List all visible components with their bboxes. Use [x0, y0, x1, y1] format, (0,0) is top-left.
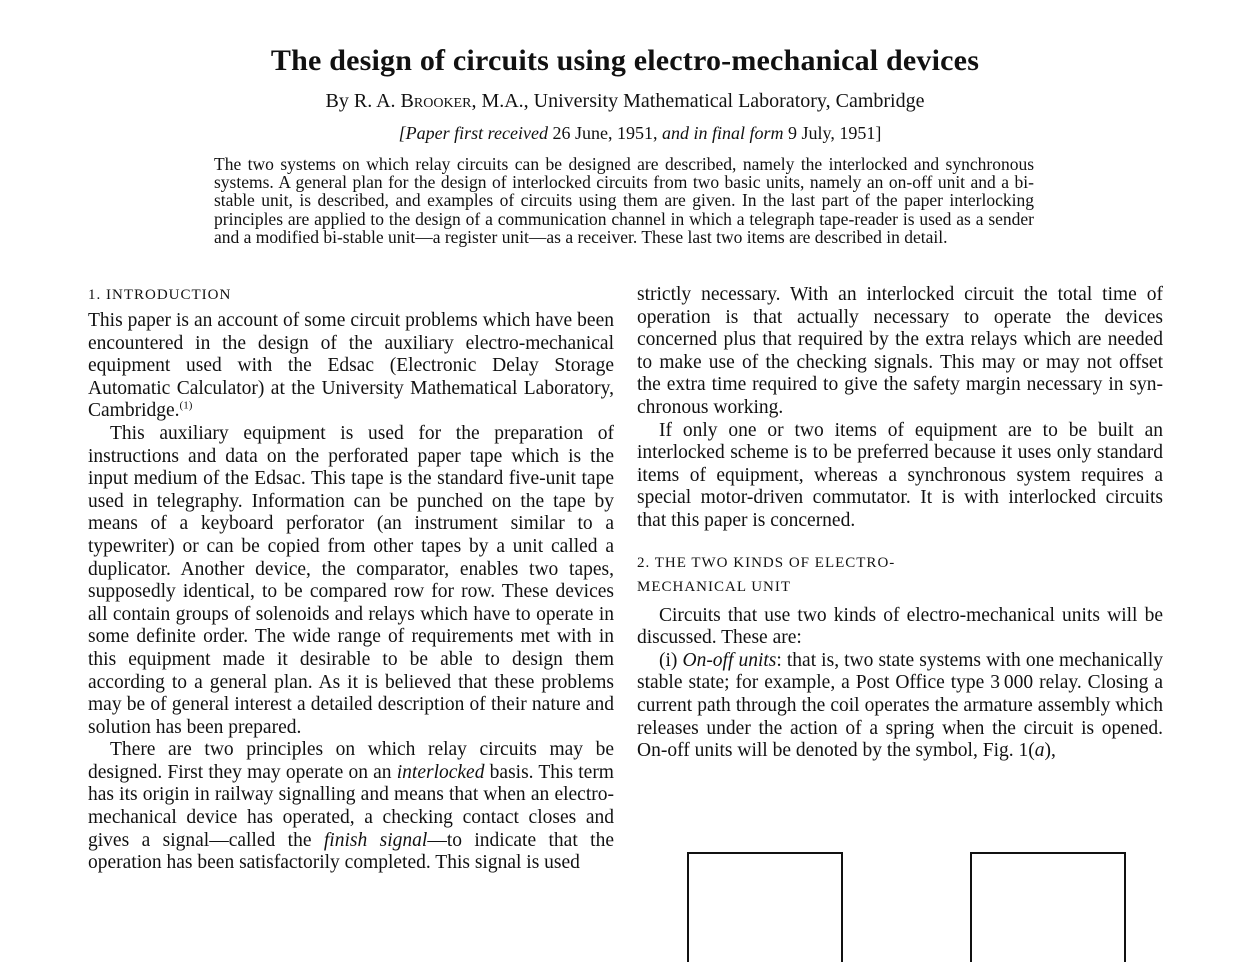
received-date-final: 9 July, 1951] — [787, 123, 882, 143]
received-date-first: 26 June, 1951, — [552, 123, 658, 143]
section-heading-introduction: 1. INTRODUCTION — [88, 287, 232, 303]
term-on-off-units: On-off units — [682, 649, 777, 671]
author-byline — [0, 90, 1233, 113]
section-heading-two-kinds — [637, 551, 1163, 599]
byline-affiliation: , M.A., University Mathematical Laboratory, Cambridge — [471, 90, 925, 112]
on-off-units-text: : that is, two state systems with one mechanically stable state; for example, a Post Office type 3 000 relay. Closing a current path through the coil operates the armature assembly which releases under the action of a spring when the circuit is opened. On-off units will be denoted by the symbol, Fig. 1( — [637, 649, 1163, 762]
units-intro-paragraph: Circuits that use two kinds of electro-mechanical units will be discussed. These are: — [637, 604, 1163, 649]
intro-paragraph-3-text-c: —to indicate that the operation has been satisfactorily completed. This signal is used — [88, 829, 614, 874]
continued-paragraph: strictly necessary. With an interlocked circuit the total time of operation is that actually necessary to operate the devices concerned plus that required by the extra relays which are needed to make use of the checking signals. This may or may not offset the extra time required to give the safety margin necessary in synchronous working. — [637, 284, 1163, 418]
left-column — [88, 284, 614, 875]
heading-line-1: 2. THE TWO KINDS OF ELECTRO- — [637, 554, 896, 571]
interlocked-preference-paragraph: If only one or two items of equipment are to be built an interlocked scheme is to be preferred because it uses only standard items of equipment, whereas a synchronous system requires a special motor-driven commutator. It is with interlocked circuits that this paper is concerned. — [637, 419, 1163, 531]
intro-paragraph-3 — [88, 739, 614, 875]
intro-paragraph-3-text-b: basis. This term has its origin in railway signalling and means that when an electro-mechanical device has operated, a checking contact closes and gives a signal—called the — [88, 761, 614, 851]
term-finish-signal: finish signal — [323, 829, 428, 851]
bi-stable-unit-symbol — [970, 852, 1126, 962]
figure-ref-letter: a — [1034, 740, 1045, 762]
received-dates — [0, 123, 1233, 144]
intro-paragraph-1 — [88, 310, 614, 423]
intro-paragraph-2: This auxiliary equipment is used for the preparation of instructions and data on the perforated paper tape which is the input medium of the Edsac. This tape is the standard five-unit tape used in telegraphy. Information can be punched on the tape by means of a keyboard perforator (an instrument similar to a typewriter) or can be copied from other tapes by a unit called a duplicator. Another device, the comparator, enables two tapes, supposedly identical, to be compared row for row. These devices all contain groups of solenoids and relays which have to operate in some definite order. The wide range of requirements met with in this equipment made it desirable to be able to design them according to a general plan. As it is believed that these problems may be of general interest a detailed description of their nature and solution has been prepared. — [88, 422, 614, 738]
figure-1-symbols — [637, 852, 1163, 950]
received-label-first: [Paper first received — [398, 123, 548, 143]
on-off-unit-symbol — [687, 852, 843, 962]
figure-ref-close: ), — [1044, 740, 1056, 762]
reference-marker: (1) — [179, 399, 193, 412]
byline-prefix: By R. A. — [325, 90, 401, 112]
right-column — [637, 284, 1163, 763]
term-interlocked: interlocked — [396, 761, 485, 783]
paper-title: The design of circuits using electro-mechanical devices — [270, 44, 980, 77]
intro-paragraph-3-text-a: There are two principles on which relay circuits may be designed. First they may operate on an — [88, 739, 614, 783]
heading-line-2: MECHANICAL UNIT — [637, 578, 792, 595]
on-off-units-paragraph — [637, 650, 1163, 763]
abstract: The two systems on which relay circuits can be designed are described, namely the interlocked and synchronous systems. A general plan for the design of interlocked circuits from two basic units, namely an on-off unit and a bi-stable unit, is described, and examples of circuits using them are given. In the last part of the paper interlocking principles are applied to the design of a communication channel in which a telegraph tape-reader is used as a sender and a modified bi-stable unit—a register unit—as a receiver. These last two items are described in detail. — [214, 154, 1034, 247]
author-surname: Brooker — [400, 90, 472, 112]
item-number: (i) — [659, 649, 683, 671]
intro-paragraph-1-text: This paper is an account of some circuit problems which have been encountered in the design of the auxiliary electro-mechanical equipment used with the Edsac (Electronic Delay Storage Automatic Calculator) at the University Mathematical Laboratory, Cambridge. — [88, 310, 614, 422]
received-label-final: and in final form — [661, 123, 784, 143]
